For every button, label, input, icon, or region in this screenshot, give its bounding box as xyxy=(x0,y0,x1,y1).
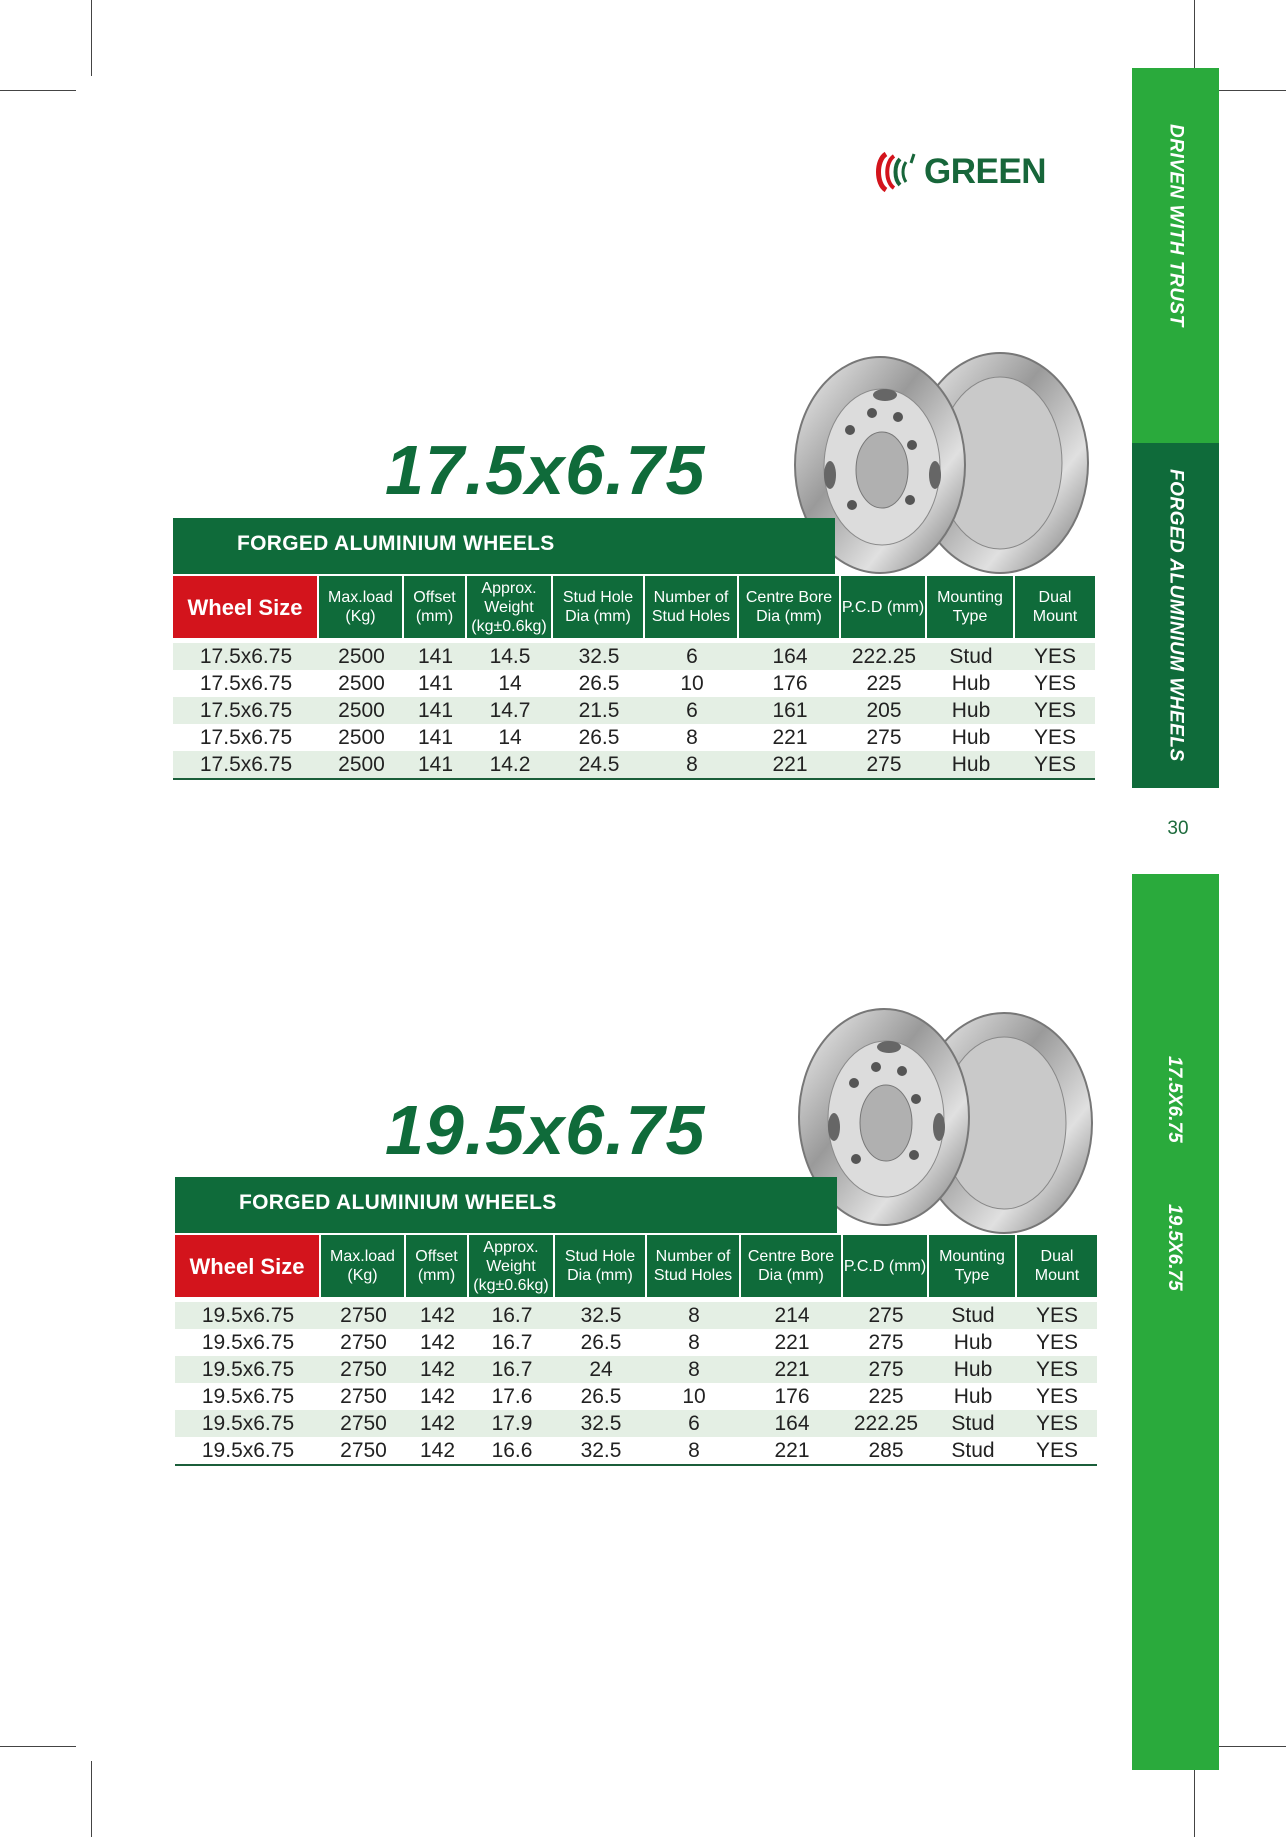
table-cell: 2750 xyxy=(340,1384,387,1408)
table-cell: 2750 xyxy=(340,1411,387,1435)
table-cell: 275 xyxy=(868,1303,904,1327)
table-cell: 6 xyxy=(686,644,698,668)
table-cell: Stud xyxy=(949,644,993,668)
table-cell: 221 xyxy=(774,1357,810,1381)
table-cell: 176 xyxy=(774,1384,810,1408)
table-cell: 19.5x6.75 xyxy=(201,1411,295,1435)
table-cell: 285 xyxy=(868,1438,904,1462)
logo-text: GREEN xyxy=(924,152,1046,191)
col-header: Offset (mm) xyxy=(406,1235,469,1297)
table-cell: 19.5x6.75 xyxy=(201,1330,295,1354)
table-cell: 8 xyxy=(688,1357,700,1381)
table-cell: Stud xyxy=(951,1411,995,1435)
table-cell: 6 xyxy=(686,698,698,722)
table-cell: 205 xyxy=(866,698,902,722)
col-header: Number of Stud Holes xyxy=(647,1235,741,1297)
table-cell: 26.5 xyxy=(578,671,620,695)
crop-mark xyxy=(0,90,76,91)
table-cell: 32.5 xyxy=(580,1438,622,1462)
brand-logo xyxy=(872,150,1046,194)
col-header: Centre Bore Dia (mm) xyxy=(739,576,841,638)
table-cell: 24 xyxy=(589,1357,613,1381)
col-header: Dual Mount xyxy=(1017,1235,1097,1297)
col-header: Mounting Type xyxy=(927,576,1015,638)
table-cell: 26.5 xyxy=(580,1330,622,1354)
wheel-image-icon xyxy=(790,335,1100,575)
col-header: Max.load (Kg) xyxy=(321,1235,406,1297)
table-row xyxy=(173,724,1095,751)
crop-mark xyxy=(91,1761,92,1837)
table-cell: 2500 xyxy=(338,671,385,695)
table-cell: 21.5 xyxy=(578,698,620,722)
crop-mark xyxy=(1194,1761,1195,1837)
table-cell: Hub xyxy=(951,671,991,695)
table-cell: 141 xyxy=(417,671,454,695)
table-cell: 14.2 xyxy=(489,752,531,776)
table-cell: 164 xyxy=(774,1411,810,1435)
table-cell: 26.5 xyxy=(578,725,620,749)
side-tab-17-5: 17.5X6.75 xyxy=(1164,1056,1185,1143)
col-header: P.C.D (mm) xyxy=(843,1235,929,1297)
table-row xyxy=(173,697,1095,724)
col-header: Centre Bore Dia (mm) xyxy=(741,1235,843,1297)
table-cell: 221 xyxy=(772,752,808,776)
table-cell: 2500 xyxy=(338,752,385,776)
table-cell: 16.6 xyxy=(491,1438,533,1462)
table-cell: 141 xyxy=(417,752,454,776)
table-cell: 16.7 xyxy=(491,1303,533,1327)
col-header: Mounting Type xyxy=(929,1235,1017,1297)
section-title-19-5: 19.5x6.75 xyxy=(385,1091,706,1169)
table-cell: 14 xyxy=(498,725,522,749)
table-header xyxy=(175,1235,1097,1297)
crop-mark xyxy=(0,1746,76,1747)
table-cell: 142 xyxy=(419,1303,456,1327)
crop-mark xyxy=(1210,90,1286,91)
table-cell: 141 xyxy=(417,644,454,668)
wheel-image-icon xyxy=(792,995,1102,1235)
table-row xyxy=(175,1437,1097,1464)
table-cell: 19.5x6.75 xyxy=(201,1303,295,1327)
table-cell: 142 xyxy=(419,1357,456,1381)
table-cell: 32.5 xyxy=(578,644,620,668)
crop-mark xyxy=(1194,0,1195,76)
table-cell: 17.5x6.75 xyxy=(199,725,293,749)
table-cell: 8 xyxy=(686,725,698,749)
table-cell: 8 xyxy=(688,1438,700,1462)
section-band xyxy=(173,518,835,574)
table-cell: 221 xyxy=(774,1330,810,1354)
section-title-17-5: 17.5x6.75 xyxy=(385,431,706,509)
table-body xyxy=(175,1302,1097,1466)
table-cell: 2750 xyxy=(340,1357,387,1381)
table-row xyxy=(173,670,1095,697)
table-cell: 275 xyxy=(866,725,902,749)
table-cell: YES xyxy=(1035,1384,1079,1408)
table-cell: 32.5 xyxy=(580,1411,622,1435)
table-row xyxy=(175,1329,1097,1356)
table-cell: 141 xyxy=(417,698,454,722)
table-cell: 275 xyxy=(866,752,902,776)
table-cell: 17.5x6.75 xyxy=(199,671,293,695)
col-header: Wheel Size xyxy=(175,1235,321,1297)
table-cell: Hub xyxy=(953,1384,993,1408)
col-header: P.C.D (mm) xyxy=(841,576,927,638)
table-cell: YES xyxy=(1035,1330,1079,1354)
table-cell: YES xyxy=(1033,644,1077,668)
table-cell: 16.7 xyxy=(491,1330,533,1354)
side-tab-driven-with-trust: DRIVEN WITH TRUST xyxy=(1165,124,1187,327)
band-label: FORGED ALUMINIUM WHEELS xyxy=(237,532,555,555)
table-cell: 225 xyxy=(866,671,902,695)
table-cell: 2750 xyxy=(340,1303,387,1327)
table-cell: 8 xyxy=(688,1330,700,1354)
table-cell: 10 xyxy=(680,671,704,695)
col-header: Wheel Size xyxy=(173,576,319,638)
table-bottom-rule xyxy=(173,778,1095,780)
side-tab-lower xyxy=(1132,874,1219,1770)
col-header: Dual Mount xyxy=(1015,576,1095,638)
col-header: Number of Stud Holes xyxy=(645,576,739,638)
col-header: Max.load (Kg) xyxy=(319,576,404,638)
table-cell: 214 xyxy=(774,1303,810,1327)
table-cell: 222.25 xyxy=(853,1411,919,1435)
table-cell: 14.7 xyxy=(489,698,531,722)
table-cell: 225 xyxy=(868,1384,904,1408)
table-cell: Hub xyxy=(951,698,991,722)
table-cell: 17.5x6.75 xyxy=(199,644,293,668)
table-cell: YES xyxy=(1033,698,1077,722)
table-row xyxy=(175,1383,1097,1410)
table-bottom-rule xyxy=(175,1464,1097,1466)
table-cell: 142 xyxy=(419,1330,456,1354)
page-number: 30 xyxy=(1167,818,1189,839)
table-cell: 2500 xyxy=(338,644,385,668)
band-label: FORGED ALUMINIUM WHEELS xyxy=(239,1191,557,1214)
table-cell: Hub xyxy=(951,725,991,749)
table-cell: 161 xyxy=(772,698,808,722)
table-cell: Stud xyxy=(951,1438,995,1462)
crop-mark xyxy=(1210,1746,1286,1747)
table-cell: Hub xyxy=(953,1330,993,1354)
table-cell: 14 xyxy=(498,671,522,695)
table-row xyxy=(175,1356,1097,1383)
side-tab-forged-aluminium-wheels: FORGED ALUMINIUM WHEELS xyxy=(1165,469,1187,762)
table-cell: 17.5x6.75 xyxy=(199,698,293,722)
table-cell: 10 xyxy=(682,1384,706,1408)
col-header: Offset (mm) xyxy=(404,576,467,638)
table-cell: 14.5 xyxy=(489,644,531,668)
col-header: Approx. Weight (kg±0.6kg) xyxy=(469,1235,555,1297)
table-cell: 19.5x6.75 xyxy=(201,1384,295,1408)
table-cell: 2500 xyxy=(338,698,385,722)
table-cell: 6 xyxy=(688,1411,700,1435)
side-tab-forged xyxy=(1132,443,1219,788)
table-cell: 142 xyxy=(419,1384,456,1408)
table-cell: 222.25 xyxy=(851,644,917,668)
table-cell: 8 xyxy=(686,752,698,776)
table-cell: YES xyxy=(1035,1303,1079,1327)
table-cell: YES xyxy=(1033,725,1077,749)
table-cell: 141 xyxy=(417,725,454,749)
table-cell: YES xyxy=(1035,1411,1079,1435)
table-cell: 275 xyxy=(868,1357,904,1381)
table-cell: 221 xyxy=(772,725,808,749)
table-row xyxy=(173,751,1095,778)
table-cell: 26.5 xyxy=(580,1384,622,1408)
table-cell: 176 xyxy=(772,671,808,695)
col-header: Stud Hole Dia (mm) xyxy=(555,1235,647,1297)
table-cell: 32.5 xyxy=(580,1303,622,1327)
table-cell: Stud xyxy=(951,1303,995,1327)
table-body xyxy=(173,643,1095,780)
table-cell: 19.5x6.75 xyxy=(201,1438,295,1462)
table-cell: 142 xyxy=(419,1411,456,1435)
section-band xyxy=(175,1177,837,1233)
table-cell: Hub xyxy=(953,1357,993,1381)
table-cell: YES xyxy=(1033,752,1077,776)
table-cell: 8 xyxy=(688,1303,700,1327)
table-header xyxy=(173,576,1095,638)
table-cell: 16.7 xyxy=(491,1357,533,1381)
table-cell: 17.5x6.75 xyxy=(199,752,293,776)
col-header: Approx. Weight (kg±0.6kg) xyxy=(467,576,553,638)
table-cell: 164 xyxy=(772,644,808,668)
table-cell: 142 xyxy=(419,1438,456,1462)
table-cell: 24.5 xyxy=(578,752,620,776)
table-cell: 221 xyxy=(774,1438,810,1462)
side-tab-upper xyxy=(1132,68,1219,443)
table-row xyxy=(173,643,1095,670)
table-cell: 2750 xyxy=(340,1438,387,1462)
table-cell: Hub xyxy=(951,752,991,776)
table-cell: YES xyxy=(1033,671,1077,695)
table-row xyxy=(175,1410,1097,1437)
table-cell: 275 xyxy=(868,1330,904,1354)
table-cell: 17.9 xyxy=(491,1411,533,1435)
table-cell: 17.6 xyxy=(491,1384,533,1408)
side-tab-19-5: 19.5X6.75 xyxy=(1164,1204,1185,1291)
tire-logo-icon xyxy=(872,150,920,194)
crop-mark xyxy=(91,0,92,76)
table-cell: YES xyxy=(1035,1438,1079,1462)
table-cell: 19.5x6.75 xyxy=(201,1357,295,1381)
table-cell: YES xyxy=(1035,1357,1079,1381)
table-cell: 2500 xyxy=(338,725,385,749)
table-cell: 2750 xyxy=(340,1330,387,1354)
table-row xyxy=(175,1302,1097,1329)
col-header: Stud Hole Dia (mm) xyxy=(553,576,645,638)
